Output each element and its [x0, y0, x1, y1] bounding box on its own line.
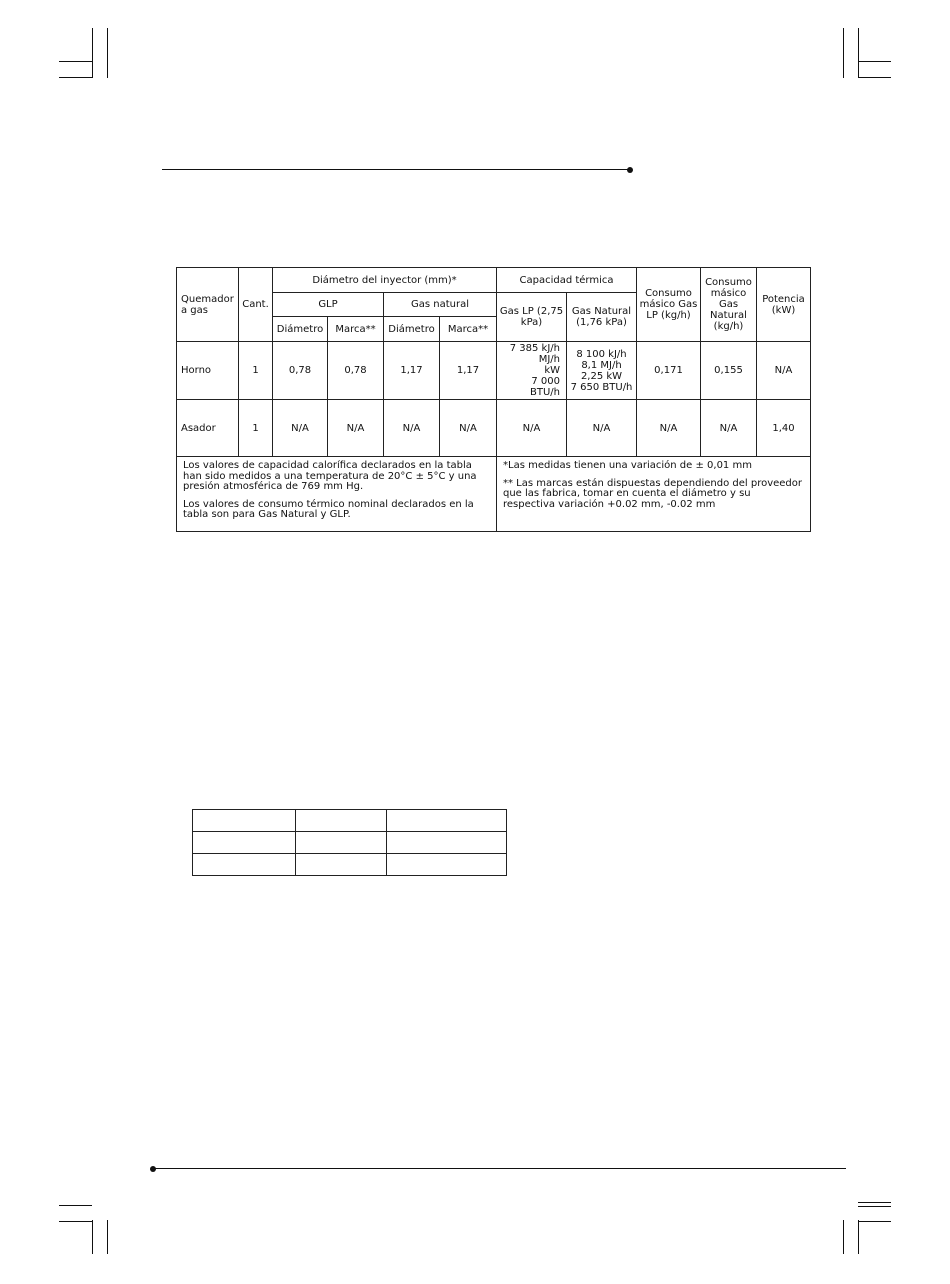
table-row — [193, 810, 507, 832]
crop-mark — [858, 61, 891, 62]
note-text: ** Las marcas están dispuestas dependiendo del proveedor que las fabrica, tomar en cuenta el diámetro y su respectiva variación +0.02 mm, -0.02 mm — [503, 477, 803, 510]
crop-mark — [858, 1220, 859, 1254]
note-text: *Las medidas tienen una variación de ± 0,01 mm — [503, 460, 752, 471]
row-glp-brand: N/A — [328, 400, 384, 457]
gas-lp-line: 7 385 kJ/h — [509, 343, 560, 354]
header-rule-dot — [627, 167, 633, 173]
crop-mark — [92, 1220, 93, 1254]
header-gas-natural: Gas Natural (1,76 kPa) — [567, 293, 637, 342]
header-natural-brand: Marca** — [440, 317, 497, 342]
header-glp-brand: Marca** — [328, 317, 384, 342]
crop-mark — [858, 28, 859, 78]
empty-table — [192, 809, 507, 876]
table-row — [177, 400, 811, 457]
crop-mark — [92, 28, 93, 78]
row-gas-natural — [567, 342, 637, 400]
note-text: Los valores de consumo térmico nominal declarados en la tabla son para Gas Natural y GLP. — [183, 498, 474, 520]
row-gas-natural: N/A — [567, 400, 637, 457]
empty-cell — [193, 854, 296, 876]
row-glp-diameter: N/A — [273, 400, 328, 457]
footer-rule-dot — [150, 1166, 156, 1172]
header-injector-diameter: Diámetro del inyector (mm)* — [273, 268, 497, 293]
row-mass-lp: N/A — [637, 400, 701, 457]
row-mass-natural: 0,155 — [701, 342, 757, 400]
row-natural-brand: N/A — [440, 400, 497, 457]
gas-natural-line: 7 650 BTU/h — [570, 381, 633, 393]
header-mass-consumption-lp: Consumo másico Gas LP (kg/h) — [637, 268, 701, 342]
crop-mark — [107, 28, 108, 78]
row-power: N/A — [757, 342, 811, 400]
header-natural-gas: Gas natural — [384, 293, 497, 317]
header-qty: Cant. — [239, 268, 273, 342]
header-natural-diameter: Diámetro — [384, 317, 440, 342]
row-power: 1,40 — [757, 400, 811, 457]
table-row — [193, 854, 507, 876]
crop-mark — [858, 1202, 891, 1203]
header-glp: GLP — [273, 293, 384, 317]
header-power: Potencia (kW) — [757, 268, 811, 342]
table-row — [193, 832, 507, 854]
empty-cell — [296, 854, 387, 876]
table-row — [177, 342, 811, 400]
crop-mark — [858, 77, 891, 78]
row-glp-diameter: 0,78 — [273, 342, 328, 400]
empty-cell — [193, 832, 296, 854]
row-natural-diameter: N/A — [384, 400, 440, 457]
crop-mark — [858, 1206, 891, 1207]
row-burner: Asador — [177, 400, 239, 457]
row-mass-lp: 0,171 — [637, 342, 701, 400]
notes-right — [497, 457, 811, 532]
row-qty: 1 — [239, 342, 273, 400]
row-qty: 1 — [239, 400, 273, 457]
crop-mark — [843, 1220, 844, 1254]
row-glp-brand: 0,78 — [328, 342, 384, 400]
crop-mark — [59, 77, 92, 78]
empty-cell — [296, 832, 387, 854]
empty-cell — [387, 832, 507, 854]
empty-cell — [387, 810, 507, 832]
empty-cell — [193, 810, 296, 832]
notes-left — [177, 457, 497, 532]
header-glp-diameter: Diámetro — [273, 317, 328, 342]
gas-natural-line: 8,1 MJ/h — [581, 359, 622, 371]
row-gas-lp: N/A — [497, 400, 567, 457]
row-mass-natural: N/A — [701, 400, 757, 457]
header-rule — [162, 169, 629, 170]
crop-mark — [107, 1220, 108, 1254]
empty-cell — [296, 810, 387, 832]
header-burner: Quemador a gas — [177, 268, 239, 342]
header-mass-consumption-natural: Consumo másico Gas Natural (kg/h) — [701, 268, 757, 342]
gas-lp-line: MJ/h — [538, 354, 560, 365]
row-natural-diameter: 1,17 — [384, 342, 440, 400]
header-thermal-capacity: Capacidad térmica — [497, 268, 637, 293]
note-text: Los valores de capacidad calorífica declarados en la tabla han sido medidos a una temperatura de 20°C ± 5°C y una presión atmosférica de 769 mm Hg. — [183, 460, 477, 492]
row-natural-brand: 1,17 — [440, 342, 497, 400]
row-gas-lp — [497, 342, 567, 400]
gas-natural-line: 8 100 kJ/h — [576, 348, 627, 360]
header-gas-lp: Gas LP (2,75 kPa) — [497, 293, 567, 342]
gas-lp-line: 7 000 BTU/h — [530, 376, 560, 398]
gas-lp-line: kW — [544, 365, 560, 376]
gas-natural-line: 2,25 kW — [580, 370, 623, 382]
crop-mark — [858, 1221, 891, 1222]
crop-mark — [843, 28, 844, 78]
row-burner: Horno — [177, 342, 239, 400]
crop-mark — [59, 1205, 92, 1206]
footer-rule — [153, 1168, 846, 1169]
empty-cell — [387, 854, 507, 876]
crop-mark — [59, 1221, 92, 1222]
burner-specs-table — [176, 267, 811, 532]
crop-mark — [59, 61, 92, 62]
